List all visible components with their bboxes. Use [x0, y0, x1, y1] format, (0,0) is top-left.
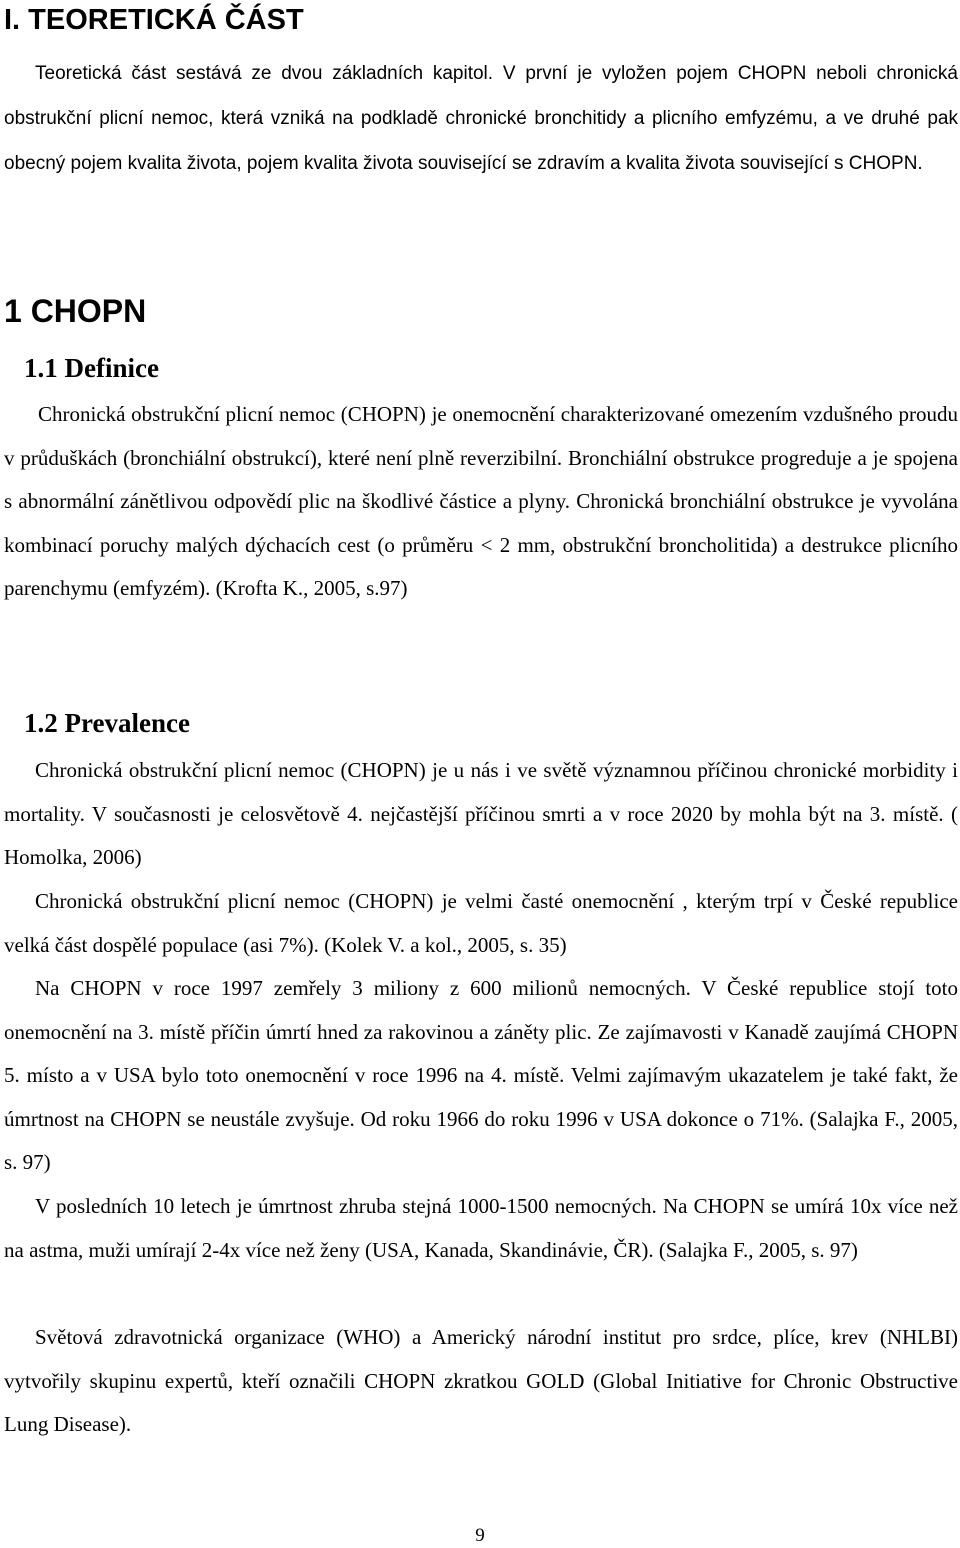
definition-paragraph: Chronická obstrukční plicní nemoc (CHOPN) je onemocnění charakterizované omezením vzdušného proudu v průduškách (bronchiální obstrukcí), které není plně reverzibilní. Bronchiální obstrukce progreduje a je spojena s abnormální zánětlivou odpovědí plic na škodlivé částice a plyny. Chronická bronchiální obstrukce je vyvolána kombinací poruchy malých dýchacích cest (o průměru < 2 mm, obstrukční broncholitida) a destrukce plicního parenchymu (emfyzém). (Krofta K., 2005, s.97)	[4, 402, 958, 601]
intro-paragraph: Teoretická část sestává ze dvou základních kapitol. V první je vyložen pojem CHOPN neboli chronická obstrukční plicní nemoc, která vzniká na podkladě chronické bronchitidy a plicního emfyzému, a ve druhé pak obecný pojem kvalita života, pojem kvalita života související se zdravím a kvalita života související s CHOPN.	[4, 63, 958, 174]
prevalence-paragraph-1: Chronická obstrukční plicní nemoc (CHOPN) je u nás i ve světě významnou příčinou chronické morbidity i mortality. V současnosti je celosvětově 4. nejčastější příčinou smrti a v roce 2020 by mohla být na 3. místě. ( Homolka, 2006)	[4, 758, 958, 870]
section-1-2-title: 1.2 Prevalence	[24, 708, 190, 738]
page-number: 9	[475, 1525, 485, 1546]
prevalence-paragraph-4: V posledních 10 letech je úmrtnost zhruba stejná 1000-1500 nemocných. Na CHOPN se umírá 10x více než na astma, muži umírají 2-4x více než ženy (USA, Kanada, Skandinávie, ČR). (Salajka F., 2005, s. 97)	[4, 1194, 958, 1262]
prevalence-paragraph-5: Světová zdravotnická organizace (WHO) a Americký národní institut pro srdce, plíce, krev (NHLBI) vytvořily skupinu expertů, kteří označili CHOPN zkratkou GOLD (Global Initiative for Chronic Obstructive Lung Disease).	[4, 1325, 958, 1437]
prevalence-paragraph-2: Chronická obstrukční plicní nemoc (CHOPN) je velmi časté onemocnění , kterým trpí v České republice velká část dospělé populace (asi 7%). (Kolek V. a kol., 2005, s. 35)	[4, 889, 958, 957]
section-1-title: 1 CHOPN	[4, 293, 147, 329]
chapter-title: I. TEORETICKÁ ČÁST	[4, 4, 304, 36]
prevalence-paragraph-3: Na CHOPN v roce 1997 zemřely 3 miliony z 600 milionů nemocných. V České republice stojí toto onemocnění na 3. místě příčin úmrtí hned za rakovinou a záněty plic. Ze zajímavosti v Kanadě zaujímá CHOPN 5. místo a v USA bylo toto onemocnění v roce 1996 na 4. místě. Velmi zajímavým ukazatelem je také fakt, že úmrtnost na CHOPN se neustále zvyšuje. Od roku 1966 do roku 1996 v USA dokonce o 71%. (Salajka F., 2005, s. 97)	[4, 976, 958, 1175]
section-1-1-title: 1.1 Definice	[24, 353, 159, 383]
